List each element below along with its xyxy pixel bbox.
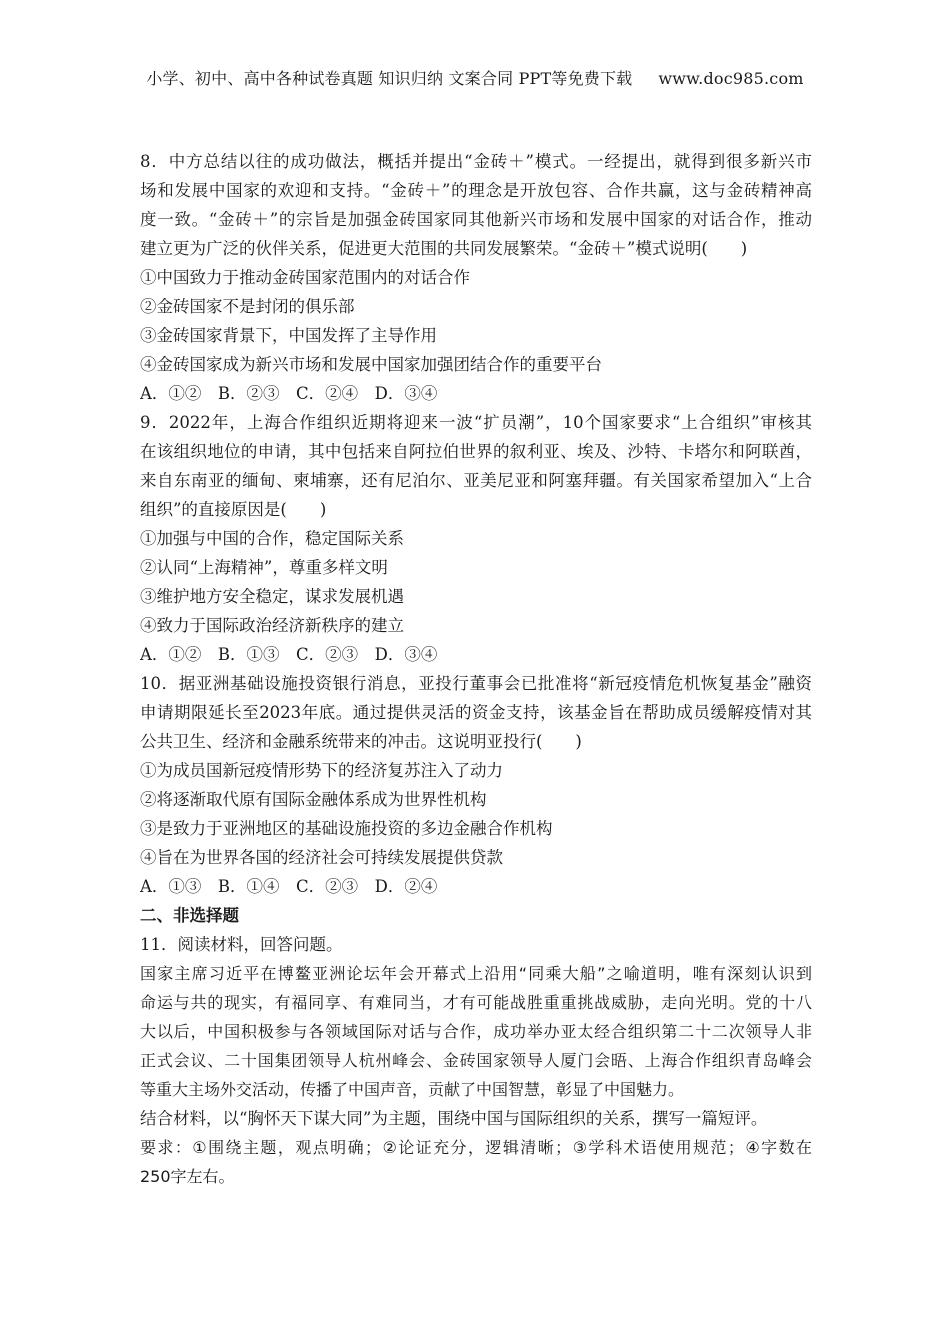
question-8-stem-line: 建立更为广泛的伙伴关系，促进更大范围的共同发展繁荣。“金砖＋”模式说明( ) (140, 239, 748, 258)
question-8-answers: A．①② B．②③ C．②④ D．③④ (140, 384, 438, 403)
question-11-material-line: 大以后，中国积极参与各领域国际对话与合作，成功举办亚太经合组织第二十二次领导人非 (140, 1022, 812, 1041)
document-body (140, 147, 812, 1191)
question-9 (140, 408, 812, 669)
question-10-answers: A．①③ B．①④ C．②③ D．②④ (140, 877, 438, 896)
question-10-option: ③是致力于亚洲地区的基础设施投资的多边金融合作机构 (140, 819, 553, 838)
question-9-option: ③维护地方安全稳定，谋求发展机遇 (140, 587, 404, 606)
question-10-option: ①为成员国新冠疫情形势下的经济复苏注入了动力 (140, 761, 503, 780)
question-8-option: ③金砖国家背景下，中国发挥了主导作用 (140, 326, 437, 345)
question-8-stem-line: 场和发展中国家的欢迎和支持。“金砖＋”的理念是开放包容、合作共赢，这与金砖精神高 (140, 181, 812, 200)
question-11-material-line: 命运与共的现实，有福同享、有难同当，才有可能战胜重重挑战威胁，走向光明。党的十八 (140, 993, 812, 1012)
question-8 (140, 147, 812, 408)
question-8-option: ④金砖国家成为新兴市场和发展中国家加强团结合作的重要平台 (140, 355, 602, 374)
question-10-option: ④旨在为世界各国的经济社会可持续发展提供贷款 (140, 848, 503, 867)
question-11-task: 结合材料，以“胸怀天下谋大同”为主题，围绕中国与国际组织的关系，撰写一篇短评。 (140, 1109, 768, 1128)
question-11-intro: 11．阅读材料，回答问题。 (140, 935, 343, 954)
question-9-stem-line: 在该组织地位的申请，其中包括来自阿拉伯世界的叙利亚、埃及、沙特、卡塔尔和阿联酋， (140, 442, 812, 461)
question-9-stem-line: 组织”的直接原因是( ) (140, 500, 327, 519)
question-11-material-line: 正式会议、二十国集团领导人杭州峰会、金砖国家领导人厦门会晤、上海合作组织青岛峰会 (140, 1051, 812, 1070)
page-header (0, 66, 950, 89)
question-9-option: ①加强与中国的合作，稳定国际关系 (140, 529, 404, 548)
question-11-material-line: 国家主席习近平在博鳌亚洲论坛年会开幕式上沿用“同乘大船”之喻道明，唯有深刻认识到 (140, 964, 812, 983)
question-9-option: ②认同“上海精神”，尊重多样文明 (140, 558, 388, 577)
question-10 (140, 669, 812, 901)
question-11-material-line: 等重大主场外交活动，传播了中国声音，贡献了中国智慧，彰显了中国魅力。 (140, 1080, 685, 1099)
question-10-stem-line: 公共卫生、经济和金融系统带来的冲击。这说明亚投行( ) (140, 732, 582, 751)
question-8-option: ②金砖国家不是封闭的俱乐部 (140, 297, 355, 316)
question-11-requirement-line: 要求：①围绕主题，观点明确；②论证充分，逻辑清晰；③学科术语使用规范；④字数在 (140, 1138, 812, 1157)
section-title: 二、非选择题 (140, 906, 239, 925)
header-url: www.doc985.com (658, 69, 804, 88)
question-11-requirement-line: 250字左右。 (140, 1167, 235, 1186)
question-10-stem-line: 10．据亚洲基础设施投资银行消息，亚投行董事会已批准将“新冠疫情危机恢复基金”融资 (140, 674, 812, 693)
question-8-option: ①中国致力于推动金砖国家范围内的对话合作 (140, 268, 470, 287)
question-9-option: ④致力于国际政治经济新秩序的建立 (140, 616, 404, 635)
question-9-stem-line: 9．2022年，上海合作组织近期将迎来一波“扩员潮”，10个国家要求“上合组织”审核其 (140, 413, 812, 432)
question-10-option: ②将逐渐取代原有国际金融体系成为世界性机构 (140, 790, 487, 809)
question-8-stem-line: 度一致。“金砖＋”的宗旨是加强金砖国家同其他新兴市场和发展中国家的对话合作，推动 (140, 210, 812, 229)
header-text: 小学、初中、高中各种试卷真题 知识归纳 文案合同 PPT等免费下载 (146, 69, 633, 88)
question-11 (140, 930, 812, 1191)
question-8-stem-line: 8．中方总结以往的成功做法，概括并提出“金砖＋”模式。一经提出，就得到很多新兴市 (140, 152, 812, 171)
question-10-stem-line: 申请期限延长至2023年底。通过提供灵活的资金支持，该基金旨在帮助成员缓解疫情对其 (140, 703, 812, 722)
question-9-stem-line: 来自东南亚的缅甸、柬埔寨，还有尼泊尔、亚美尼亚和阿塞拜疆。有关国家希望加入“上合 (140, 471, 812, 490)
question-9-answers: A．①② B．①③ C．②③ D．③④ (140, 645, 438, 664)
